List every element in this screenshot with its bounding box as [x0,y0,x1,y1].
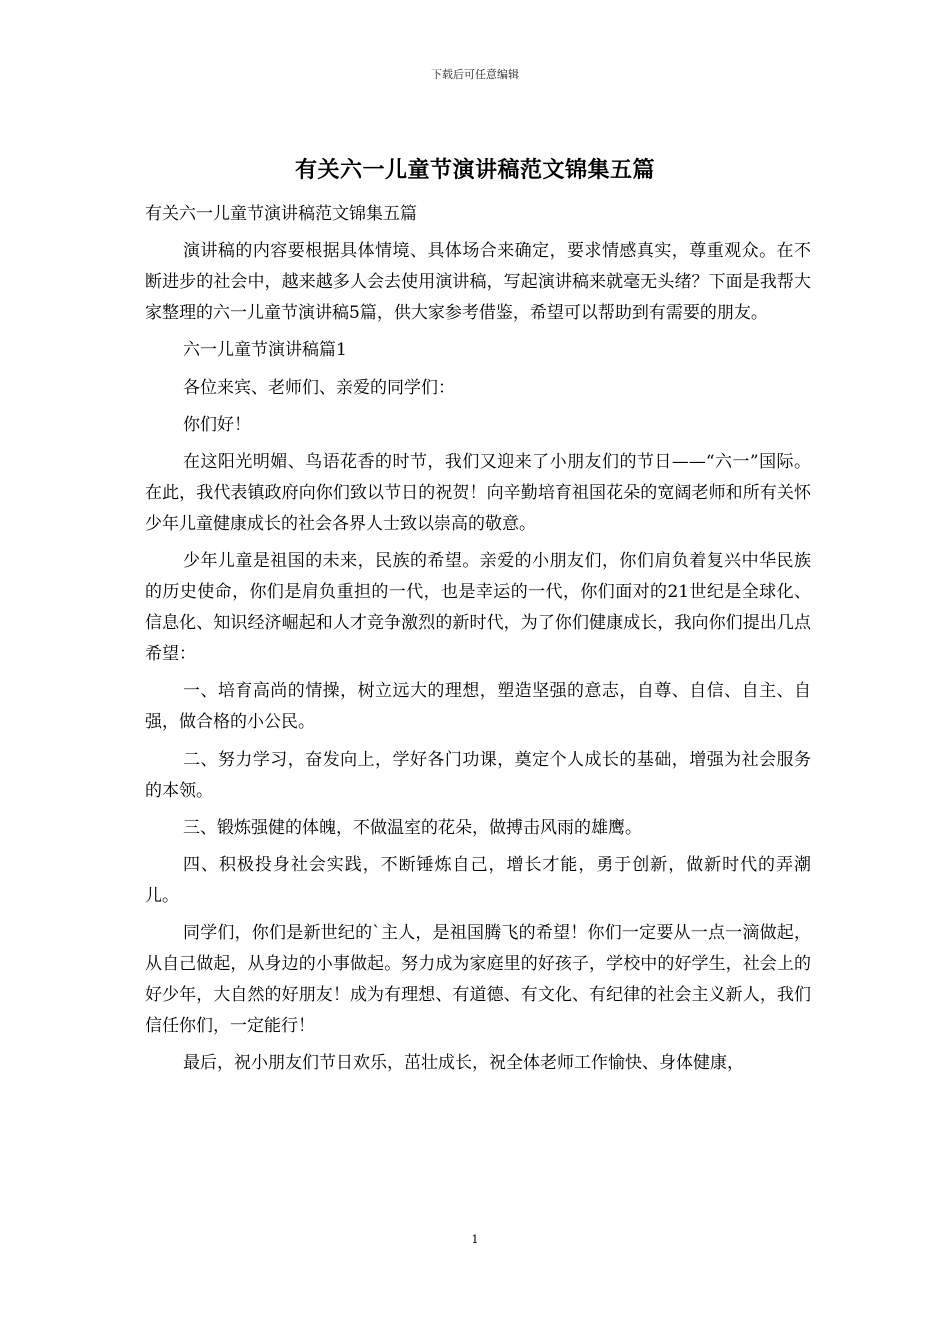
list-item-hope-2: 二、努力学习，奋发向上，学好各门功课，奠定个人成长的基础，增强为社会服务的本领。 [145,749,811,801]
document-body [145,199,811,1086]
paragraph-intro: 演讲稿的内容要根据具体情境、具体场合来确定，要求情感真实，尊重观众。在不断进步的社会中，越来越多人会去使用演讲稿，写起演讲稿来就毫无头绪？下面是我帮大家整理的六一儿童节演讲稿5篇，供大家参考借鉴，希望可以帮助到有需要的朋友。 [145,241,811,324]
paragraph: 同学们，你们是新世纪的`主人，是祖国腾飞的希望！你们一定要从一点一滴做起，从自己做起，从身边的小事做起。努力成为家庭里的好孩子，学校中的好学生，社会上的好少年，大自然的好朋友！成为有理想、有道德、有文化、有纪律的社会主义新人，我们信任你们，一定能行！ [145,923,811,1037]
paragraph-closing: 最后，祝小朋友们节日欢乐，茁壮成长，祝全体老师工作愉快、身体健康， [183,1053,744,1074]
list-item-hope-3: 三、锻炼强健的体魄，不做温室的花朵，做搏击风雨的雄鹰。 [183,817,642,838]
header-note: 下载后可任意编辑 [431,68,519,81]
list-item-hope-1: 一、培育高尚的情操，树立远大的理想，塑造坚强的意志，自尊、自信、自主、自强，做合格的小公民。 [145,681,811,733]
salutation: 各位来宾、老师们、亲爱的同学们： [183,377,455,398]
paragraph: 在这阳光明媚、鸟语花香的时节，我们又迎来了小朋友们的节日——“六一”国际。在此，我代表镇政府向你们致以节日的祝贺！向辛勤培育祖国花朵的宽阔老师和所有关怀少年儿童健康成长的社会各界人士致以崇高的敬意。 [145,452,811,535]
speech-heading: 六一儿童节演讲稿篇1 [183,340,347,361]
greeting: 你们好！ [183,415,251,435]
page-number: 1 [471,1233,479,1246]
document-title: 有关六一儿童节演讲稿范文锦集五篇 [294,157,655,183]
paragraph: 少年儿童是祖国的未来，民族的希望。亲爱的小朋友们，你们肩负着复兴中华民族的历史使命，你们是肩负重担的一代，也是幸运的一代，你们面对的21世纪是全球化、信息化、知识经济崛起和人才竞争激烈的新时代，为了你们健康成长，我向你们提出几点希望： [145,551,811,665]
list-item-hope-4: 四、积极投身社会实践，不断锤炼自己，增长才能，勇于创新，做新时代的弄潮儿。 [145,855,811,907]
document-subtitle: 有关六一儿童节演讲稿范文锦集五篇 [145,204,417,224]
